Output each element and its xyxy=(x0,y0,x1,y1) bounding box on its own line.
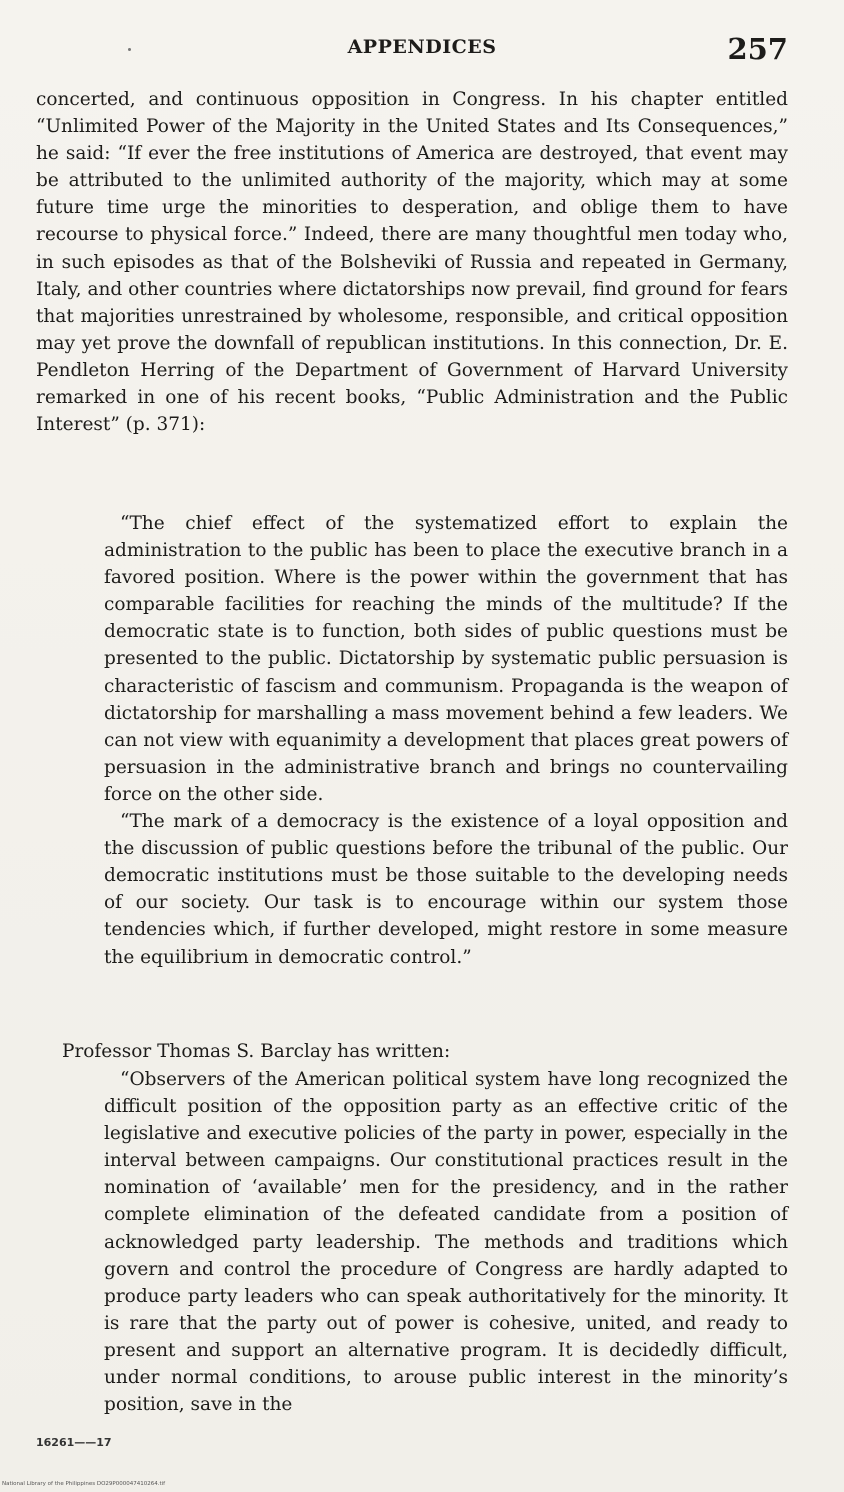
page-header xyxy=(0,32,844,76)
barclay-quote-paragraph: “Observers of the American political system have long recognized the difficult position of the opposition party as an effective critic of the legislative and executive policies of the party in power, especially in the interval between campaigns. Our constitutional practices result in the nomination of ‘available’ men for the presidency, and in the rather complete elimination of the defeated candidate from a position of acknowledged party leadership. The methods and traditions which govern and control the procedure of Congress are hardly adapted to produce party leaders who can speak authoritatively for the minority. It is rare that the party out of power is cohesive, united, and ready to present and support an alternative program. It is decidedly difficult, under normal conditions, to arouse public interest in the minority’s position, save in the xyxy=(104,1069,788,1416)
running-head: APPENDICES xyxy=(347,36,497,58)
herring-quote-paragraph-1: “The chief effect of the systematized effort to explain the administration to the public has been to place the executive branch in a favored position. Where is the power within the government that has comparable facilities for reaching the minds of the multitude? If the democratic state is to function, both sides of public questions must be presented to the public. Dictatorship by systematic public persuasion is characteristic of fascism and communism. Propaganda is the weapon of dictatorship for marshalling a mass movement behind a few leaders. We can not view with equanimity a development that places great powers of persuasion in the administrative branch and brings no countervailing force on the other side. xyxy=(104,513,788,805)
intro-paragraph xyxy=(36,86,788,438)
intro-text: concerted, and continuous opposition in Congress. In his chapter entitled “Unlimited Power of the Majority in the United States and Its Consequences,” he said: “If ever the free institutions of America are destroyed, that event may be attributed to the unlimited authority of the majority, which may at some future time urge the minorities to desperation, and oblige them to have recourse to physical force.” Indeed, there are many thoughtful men today who, in such episodes as that of the Bolsheviki of Russia and repeated in Germany, Italy, and other countries where dictatorships now prevail, find ground for fears that majorities unrestrained by wholesome, responsible, and critical opposition may yet prove the downfall of republican institutions. In this connection, Dr. E. Pendleton Herring of the Department of Government of Harvard University remarked in one of his recent books, “Public Administration and the Public Interest” (p. 371): xyxy=(36,89,788,436)
barclay-quote xyxy=(104,1066,788,1418)
herring-quote xyxy=(104,510,788,971)
signature-mark: 16261——17 xyxy=(36,1436,112,1449)
herring-quote-paragraph-2: “The mark of a democracy is the existence of a loyal opposition and the discussion of public questions before the tribunal of the public. Our democratic institutions must be those suitable to the developing needs of our society. Our task is to encourage within our system those tendencies which, if further developed, might restore in some measure the equilibrium in democratic control.” xyxy=(104,811,788,968)
scan-footer-note: National Library of the Philippines DO29P000047410264.tif xyxy=(2,1481,166,1487)
page-number: 257 xyxy=(727,32,788,66)
barclay-intro: Professor Thomas S. Barclay has written: xyxy=(62,1041,451,1062)
